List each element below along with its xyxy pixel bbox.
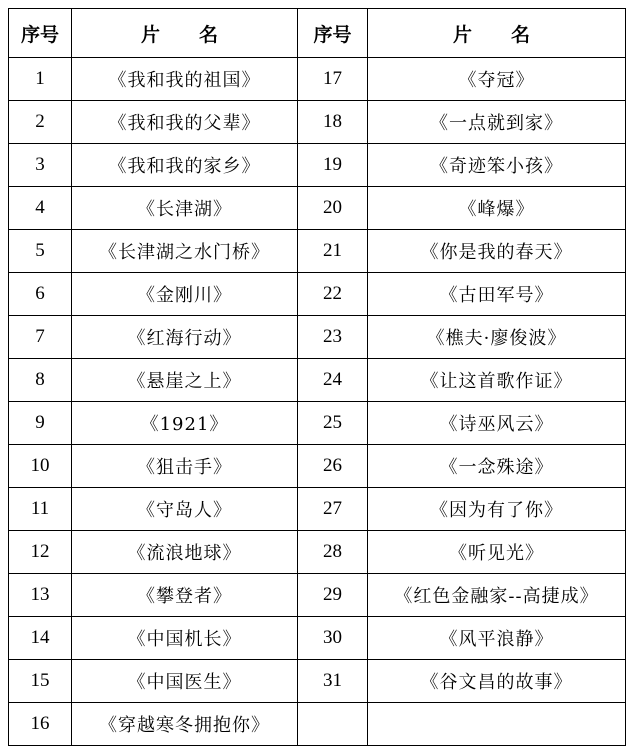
- row-number-right: 18: [298, 101, 368, 144]
- row-number-right: 26: [298, 445, 368, 488]
- film-title-right: 《谷文昌的故事》: [368, 660, 626, 703]
- film-title-left: 《红海行动》: [72, 316, 298, 359]
- film-rows: [9, 58, 626, 746]
- row-number-right: 21: [298, 230, 368, 273]
- film-title-left: 《中国医生》: [72, 660, 298, 703]
- film-title-right: 《听见光》: [368, 531, 626, 574]
- header-title-right: 片 名: [368, 9, 626, 58]
- film-title-right: 《一点就到家》: [368, 101, 626, 144]
- table-row: [9, 617, 626, 660]
- film-title-left: 《1921》: [72, 402, 298, 445]
- film-title-right: 《让这首歌作证》: [368, 359, 626, 402]
- row-number-right: [298, 703, 368, 746]
- film-title-right: 《樵夫·廖俊波》: [368, 316, 626, 359]
- film-title-right: 《因为有了你》: [368, 488, 626, 531]
- film-title-right: 《夺冠》: [368, 58, 626, 101]
- table-row: [9, 531, 626, 574]
- row-number-left: 15: [9, 660, 72, 703]
- film-title-left: 《流浪地球》: [72, 531, 298, 574]
- row-number-right: 23: [298, 316, 368, 359]
- table-row: [9, 574, 626, 617]
- table-row: [9, 488, 626, 531]
- row-number-left: 12: [9, 531, 72, 574]
- film-title-left: 《我和我的祖国》: [72, 58, 298, 101]
- row-number-right: 24: [298, 359, 368, 402]
- header-title-left: 片 名: [72, 9, 298, 58]
- row-number-left: 13: [9, 574, 72, 617]
- film-title-right: 《古田军号》: [368, 273, 626, 316]
- table-row: [9, 273, 626, 316]
- row-number-right: 28: [298, 531, 368, 574]
- film-title-left: 《狙击手》: [72, 445, 298, 488]
- row-number-left: 16: [9, 703, 72, 746]
- film-title-right: 《诗巫风云》: [368, 402, 626, 445]
- film-title-right: 《奇迹笨小孩》: [368, 144, 626, 187]
- row-number-left: 14: [9, 617, 72, 660]
- film-title-left: 《金刚川》: [72, 273, 298, 316]
- table-row: [9, 187, 626, 230]
- row-number-right: 17: [298, 58, 368, 101]
- film-list-table: [8, 8, 626, 746]
- film-title-left: 《守岛人》: [72, 488, 298, 531]
- header-no-left: 序号: [9, 9, 72, 58]
- film-title-left: 《攀登者》: [72, 574, 298, 617]
- table-row: [9, 660, 626, 703]
- table-row: [9, 316, 626, 359]
- table-row: [9, 445, 626, 488]
- row-number-right: 29: [298, 574, 368, 617]
- row-number-right: 20: [298, 187, 368, 230]
- table-row: [9, 230, 626, 273]
- row-number-left: 3: [9, 144, 72, 187]
- film-title-right: 《一念殊途》: [368, 445, 626, 488]
- row-number-left: 9: [9, 402, 72, 445]
- row-number-right: 30: [298, 617, 368, 660]
- header-no-right: 序号: [298, 9, 368, 58]
- row-number-right: 19: [298, 144, 368, 187]
- row-number-right: 27: [298, 488, 368, 531]
- table-row: [9, 58, 626, 101]
- film-title-right: [368, 703, 626, 746]
- row-number-left: 8: [9, 359, 72, 402]
- row-number-right: 31: [298, 660, 368, 703]
- film-title-left: 《长津湖》: [72, 187, 298, 230]
- film-title-right: 《你是我的春天》: [368, 230, 626, 273]
- film-title-left: 《长津湖之水门桥》: [72, 230, 298, 273]
- row-number-left: 5: [9, 230, 72, 273]
- film-title-left: 《我和我的家乡》: [72, 144, 298, 187]
- table-row: [9, 359, 626, 402]
- row-number-left: 4: [9, 187, 72, 230]
- row-number-left: 11: [9, 488, 72, 531]
- film-title-left: 《我和我的父辈》: [72, 101, 298, 144]
- table-row: [9, 101, 626, 144]
- table-row: [9, 703, 626, 746]
- film-title-left: 《穿越寒冬拥抱你》: [72, 703, 298, 746]
- film-title-right: 《峰爆》: [368, 187, 626, 230]
- row-number-left: 10: [9, 445, 72, 488]
- row-number-left: 2: [9, 101, 72, 144]
- header-row: [9, 9, 626, 58]
- row-number-left: 6: [9, 273, 72, 316]
- row-number-right: 25: [298, 402, 368, 445]
- film-title-left: 《悬崖之上》: [72, 359, 298, 402]
- film-title-right: 《风平浪静》: [368, 617, 626, 660]
- film-title-right: 《红色金融家--高捷成》: [368, 574, 626, 617]
- row-number-left: 1: [9, 58, 72, 101]
- table-row: [9, 144, 626, 187]
- table-row: [9, 402, 626, 445]
- film-title-left: 《中国机长》: [72, 617, 298, 660]
- row-number-right: 22: [298, 273, 368, 316]
- row-number-left: 7: [9, 316, 72, 359]
